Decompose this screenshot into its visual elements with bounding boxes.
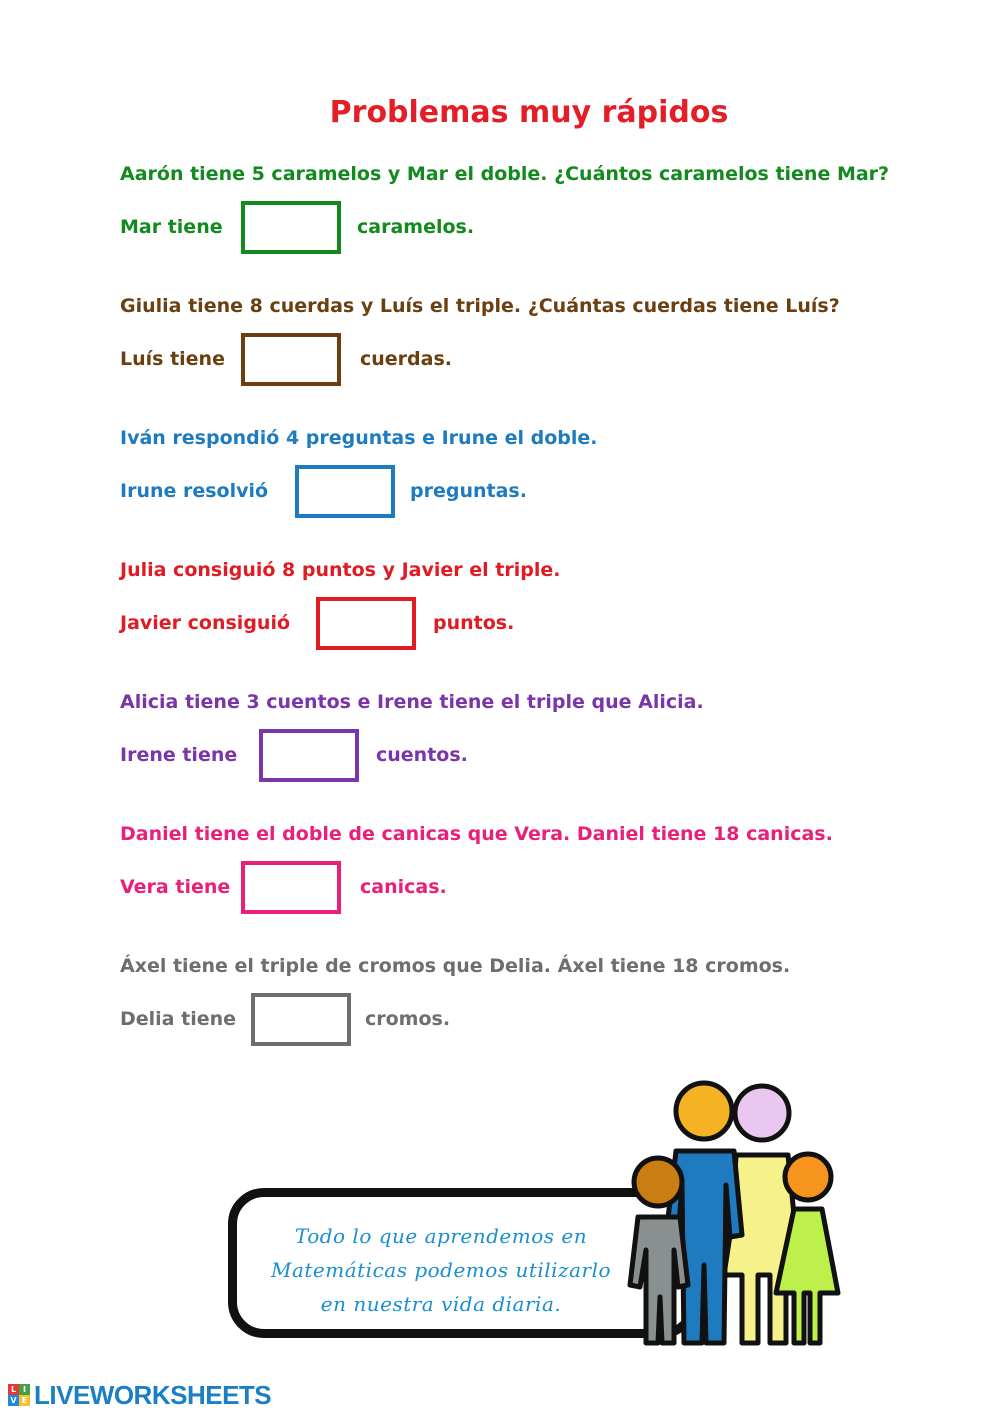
brand-name: LIVEWORKSHEETS xyxy=(34,1379,272,1410)
answer-suffix: canicas. xyxy=(360,876,447,898)
problem-6 xyxy=(120,823,980,933)
answer-suffix: cuentos. xyxy=(376,744,468,766)
question-text: Daniel tiene el doble de canicas que Vera. Daniel tiene 18 canicas. xyxy=(120,823,833,845)
answer-prefix: Irune resolvió xyxy=(120,480,269,502)
problem-5 xyxy=(120,691,980,801)
logo-letter: V xyxy=(8,1395,19,1406)
page-title: Problemas muy rápidos xyxy=(329,95,729,130)
answer-prefix: Vera tiene xyxy=(120,876,231,898)
answer-suffix: puntos. xyxy=(433,612,515,634)
answer-prefix: Irene tiene xyxy=(120,744,238,766)
question-text: Iván respondió 4 preguntas e Irune el doble. xyxy=(120,427,598,449)
answer-suffix: cromos. xyxy=(365,1008,451,1030)
question-text: Alicia tiene 3 cuentos e Irene tiene el triple que Alicia. xyxy=(120,691,704,713)
answer-input[interactable] xyxy=(241,201,341,254)
logo-letter: I xyxy=(19,1384,30,1395)
note-line-1: Todo lo que aprendemos en xyxy=(294,1224,588,1248)
answer-input[interactable] xyxy=(241,333,341,386)
answer-input[interactable] xyxy=(251,993,351,1046)
problem-4 xyxy=(120,559,980,669)
brand-footer xyxy=(8,1381,271,1409)
question-text: Áxel tiene el triple de cromos que Delia. Áxel tiene 18 cromos. xyxy=(120,955,791,977)
note-text xyxy=(251,1219,631,1321)
liveworksheets-logo-icon xyxy=(8,1384,30,1406)
question-text: Giulia tiene 8 cuerdas y Luís el triple. ¿Cuántas cuerdas tiene Luís? xyxy=(120,295,840,317)
logo-letter: E xyxy=(19,1395,30,1406)
answer-suffix: caramelos. xyxy=(357,216,475,238)
answer-input[interactable] xyxy=(316,597,416,650)
answer-prefix: Mar tiene xyxy=(120,216,223,238)
answer-suffix: preguntas. xyxy=(410,480,527,502)
answer-input[interactable] xyxy=(295,465,395,518)
answer-input[interactable] xyxy=(241,861,341,914)
answer-prefix: Luís tiene xyxy=(120,348,225,370)
answer-suffix: cuerdas. xyxy=(360,348,452,370)
problem-3 xyxy=(120,427,980,537)
answer-input[interactable] xyxy=(259,729,359,782)
problem-7 xyxy=(120,955,980,1065)
problem-1 xyxy=(120,163,980,273)
question-text: Julia consiguió 8 puntos y Javier el triple. xyxy=(120,559,561,581)
problem-2 xyxy=(120,295,980,405)
note-line-2: Matemáticas podemos utilizarlo xyxy=(270,1258,612,1282)
answer-prefix: Delia tiene xyxy=(120,1008,237,1030)
logo-letter: L xyxy=(8,1384,19,1395)
answer-prefix: Javier consiguió xyxy=(120,612,291,634)
question-text: Aarón tiene 5 caramelos y Mar el doble. ¿Cuántos caramelos tiene Mar? xyxy=(120,163,890,185)
note-line-3: en nuestra vida diaria. xyxy=(320,1292,562,1316)
family-illustration-icon xyxy=(618,1075,848,1350)
